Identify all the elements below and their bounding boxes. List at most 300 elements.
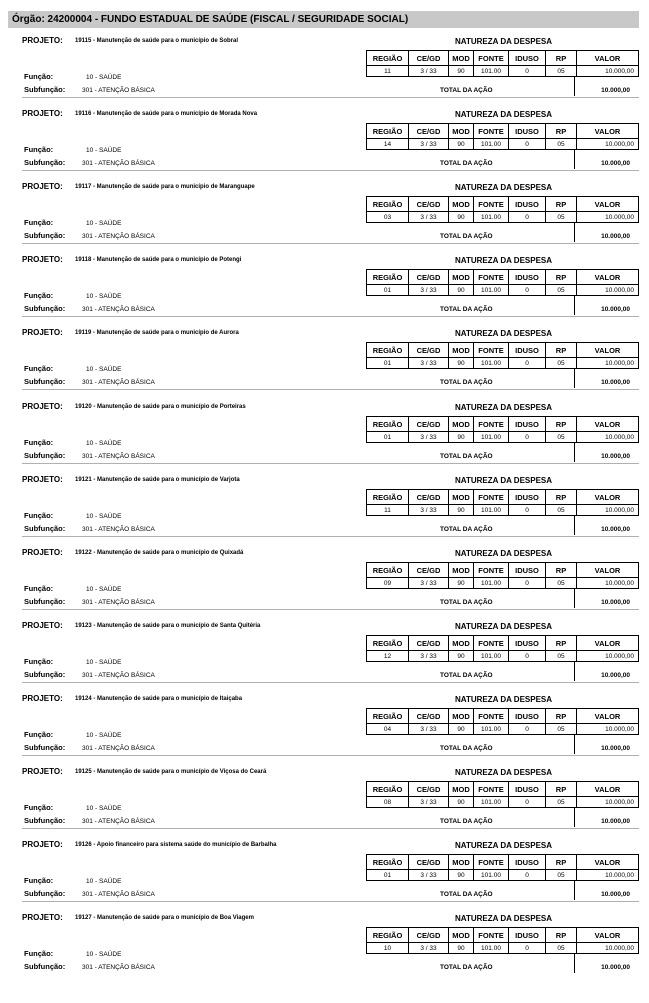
col-header-cegd: CE/GD bbox=[409, 197, 449, 212]
col-header-mod: MOD bbox=[449, 197, 474, 212]
cell-cegd: 3 / 33 bbox=[409, 651, 449, 662]
projeto-description: 19126 - Apoio financeiro para sistema saúde do município de Barbalha bbox=[75, 842, 277, 848]
col-header-rp: RP bbox=[546, 563, 577, 578]
project-block bbox=[0, 548, 649, 621]
cell-iduso: 0 bbox=[509, 139, 546, 150]
natureza-table bbox=[366, 269, 639, 296]
col-header-mod: MOD bbox=[449, 343, 474, 358]
block-separator bbox=[22, 609, 639, 610]
col-header-cegd: CE/GD bbox=[409, 636, 449, 651]
funcao-value: 10 - SAÚDE bbox=[86, 293, 122, 300]
col-header-mod: MOD bbox=[449, 782, 474, 797]
project-block bbox=[0, 36, 649, 109]
subfuncao-label: Subfunção: bbox=[24, 158, 66, 167]
total-acao-label: TOTAL DA AÇÃO bbox=[440, 599, 493, 606]
cell-iduso: 0 bbox=[509, 212, 546, 223]
cell-cegd: 3 / 33 bbox=[409, 212, 449, 223]
orgao-header: Órgão: 24200004 - FUNDO ESTADUAL DE SAÚDE (FISCAL / SEGURIDADE SOCIAL) bbox=[8, 11, 639, 28]
projeto-label: PROJETO: bbox=[22, 621, 63, 630]
block-separator bbox=[22, 682, 639, 683]
funcao-value: 10 - SAÚDE bbox=[86, 586, 122, 593]
col-header-iduso: IDUSO bbox=[509, 636, 546, 651]
total-acao-label: TOTAL DA AÇÃO bbox=[440, 526, 493, 533]
total-acao-value: 10.000,00 bbox=[601, 599, 630, 606]
total-acao-label: TOTAL DA AÇÃO bbox=[440, 379, 493, 386]
natureza-value-row bbox=[367, 651, 639, 662]
cell-rp: 05 bbox=[546, 651, 577, 662]
total-acao-value: 10.000,00 bbox=[601, 87, 630, 94]
natureza-table bbox=[366, 781, 639, 808]
project-block bbox=[0, 182, 649, 255]
cell-cegd: 3 / 33 bbox=[409, 66, 449, 77]
natureza-value-row bbox=[367, 724, 639, 735]
col-header-valor: VALOR bbox=[577, 636, 639, 651]
cell-valor: 10.000,00 bbox=[577, 432, 639, 443]
projeto-description: 19116 - Manutenção de saúde para o município de Morada Nova bbox=[75, 111, 258, 117]
natureza-title: NATUREZA DA DESPESA bbox=[455, 476, 553, 485]
block-separator bbox=[22, 316, 639, 317]
natureza-header-row bbox=[367, 855, 639, 870]
total-acao-value: 10.000,00 bbox=[601, 745, 630, 752]
natureza-table bbox=[366, 196, 639, 223]
natureza-value-row bbox=[367, 505, 639, 516]
funcao-label: Função: bbox=[24, 803, 54, 812]
funcao-label: Função: bbox=[24, 511, 54, 520]
cell-fonte: 101.00 bbox=[474, 66, 509, 77]
col-header-iduso: IDUSO bbox=[509, 343, 546, 358]
funcao-value: 10 - SAÚDE bbox=[86, 732, 122, 739]
cell-fonte: 101.00 bbox=[474, 724, 509, 735]
col-header-rp: RP bbox=[546, 782, 577, 797]
col-header-rp: RP bbox=[546, 343, 577, 358]
total-acao-label: TOTAL DA AÇÃO bbox=[440, 672, 493, 679]
project-block bbox=[0, 694, 649, 767]
subfuncao-label: Subfunção: bbox=[24, 816, 66, 825]
total-acao-value: 10.000,00 bbox=[601, 526, 630, 533]
natureza-value-row bbox=[367, 212, 639, 223]
total-divider bbox=[574, 954, 575, 973]
col-header-valor: VALOR bbox=[577, 563, 639, 578]
col-header-fonte: FONTE bbox=[474, 343, 509, 358]
col-header-valor: VALOR bbox=[577, 270, 639, 285]
subfuncao-label: Subfunção: bbox=[24, 524, 66, 533]
natureza-title: NATUREZA DA DESPESA bbox=[455, 403, 553, 412]
cell-fonte: 101.00 bbox=[474, 358, 509, 369]
cell-iduso: 0 bbox=[509, 578, 546, 589]
projeto-description: 19122 - Manutenção de saúde para o município de Quixadá bbox=[75, 550, 244, 556]
natureza-title: NATUREZA DA DESPESA bbox=[455, 914, 553, 923]
col-header-valor: VALOR bbox=[577, 417, 639, 432]
col-header-fonte: FONTE bbox=[474, 928, 509, 943]
cell-fonte: 101.00 bbox=[474, 432, 509, 443]
subfuncao-value: 301 - ATENÇÃO BÁSICA bbox=[82, 306, 155, 313]
total-divider bbox=[574, 296, 575, 315]
natureza-table bbox=[366, 416, 639, 443]
col-header-rp: RP bbox=[546, 490, 577, 505]
projeto-label: PROJETO: bbox=[22, 767, 63, 776]
col-header-valor: VALOR bbox=[577, 124, 639, 139]
cell-regiao: 03 bbox=[367, 212, 409, 223]
total-divider bbox=[574, 516, 575, 535]
cell-fonte: 101.00 bbox=[474, 139, 509, 150]
cell-regiao: 08 bbox=[367, 797, 409, 808]
natureza-title: NATUREZA DA DESPESA bbox=[455, 110, 553, 119]
natureza-header-row bbox=[367, 709, 639, 724]
subfuncao-value: 301 - ATENÇÃO BÁSICA bbox=[82, 672, 155, 679]
cell-cegd: 3 / 33 bbox=[409, 724, 449, 735]
cell-fonte: 101.00 bbox=[474, 505, 509, 516]
col-header-regiao: REGIÃO bbox=[367, 928, 409, 943]
total-acao-label: TOTAL DA AÇÃO bbox=[440, 306, 493, 313]
block-separator bbox=[22, 828, 639, 829]
cell-iduso: 0 bbox=[509, 66, 546, 77]
total-divider bbox=[574, 808, 575, 827]
cell-cegd: 3 / 33 bbox=[409, 358, 449, 369]
cell-regiao: 10 bbox=[367, 943, 409, 954]
col-header-valor: VALOR bbox=[577, 51, 639, 66]
subfuncao-value: 301 - ATENÇÃO BÁSICA bbox=[82, 160, 155, 167]
natureza-value-row bbox=[367, 139, 639, 150]
col-header-fonte: FONTE bbox=[474, 197, 509, 212]
funcao-label: Função: bbox=[24, 291, 54, 300]
col-header-valor: VALOR bbox=[577, 782, 639, 797]
col-header-iduso: IDUSO bbox=[509, 417, 546, 432]
natureza-title: NATUREZA DA DESPESA bbox=[455, 549, 553, 558]
col-header-mod: MOD bbox=[449, 636, 474, 651]
block-separator bbox=[22, 97, 639, 98]
cell-mod: 90 bbox=[449, 432, 474, 443]
col-header-rp: RP bbox=[546, 928, 577, 943]
col-header-rp: RP bbox=[546, 197, 577, 212]
block-separator bbox=[22, 755, 639, 756]
projeto-description: 19121 - Manutenção de saúde para o município de Varjota bbox=[75, 477, 240, 483]
cell-rp: 05 bbox=[546, 870, 577, 881]
natureza-header-row bbox=[367, 782, 639, 797]
cell-valor: 10.000,00 bbox=[577, 505, 639, 516]
subfuncao-value: 301 - ATENÇÃO BÁSICA bbox=[82, 964, 155, 971]
natureza-value-row bbox=[367, 797, 639, 808]
cell-mod: 90 bbox=[449, 578, 474, 589]
cell-rp: 05 bbox=[546, 285, 577, 296]
cell-regiao: 09 bbox=[367, 578, 409, 589]
col-header-fonte: FONTE bbox=[474, 709, 509, 724]
natureza-header-row bbox=[367, 51, 639, 66]
col-header-regiao: REGIÃO bbox=[367, 709, 409, 724]
col-header-mod: MOD bbox=[449, 270, 474, 285]
total-acao-label: TOTAL DA AÇÃO bbox=[440, 964, 493, 971]
natureza-header-row bbox=[367, 343, 639, 358]
projeto-label: PROJETO: bbox=[22, 36, 63, 45]
natureza-header-row bbox=[367, 563, 639, 578]
block-separator bbox=[22, 536, 639, 537]
cell-rp: 05 bbox=[546, 578, 577, 589]
total-acao-label: TOTAL DA AÇÃO bbox=[440, 233, 493, 240]
col-header-regiao: REGIÃO bbox=[367, 417, 409, 432]
total-acao-value: 10.000,00 bbox=[601, 233, 630, 240]
funcao-value: 10 - SAÚDE bbox=[86, 951, 122, 958]
projeto-label: PROJETO: bbox=[22, 402, 63, 411]
cell-mod: 90 bbox=[449, 651, 474, 662]
col-header-regiao: REGIÃO bbox=[367, 855, 409, 870]
subfuncao-label: Subfunção: bbox=[24, 889, 66, 898]
col-header-mod: MOD bbox=[449, 417, 474, 432]
cell-mod: 90 bbox=[449, 358, 474, 369]
cell-mod: 90 bbox=[449, 797, 474, 808]
natureza-header-row bbox=[367, 270, 639, 285]
subfuncao-label: Subfunção: bbox=[24, 304, 66, 313]
funcao-label: Função: bbox=[24, 72, 54, 81]
funcao-label: Função: bbox=[24, 364, 54, 373]
col-header-valor: VALOR bbox=[577, 928, 639, 943]
subfuncao-label: Subfunção: bbox=[24, 743, 66, 752]
cell-regiao: 12 bbox=[367, 651, 409, 662]
total-divider bbox=[574, 77, 575, 96]
subfuncao-label: Subfunção: bbox=[24, 377, 66, 386]
natureza-header-row bbox=[367, 636, 639, 651]
funcao-label: Função: bbox=[24, 145, 54, 154]
cell-cegd: 3 / 33 bbox=[409, 139, 449, 150]
total-divider bbox=[574, 369, 575, 388]
col-header-cegd: CE/GD bbox=[409, 490, 449, 505]
col-header-cegd: CE/GD bbox=[409, 270, 449, 285]
col-header-cegd: CE/GD bbox=[409, 343, 449, 358]
col-header-valor: VALOR bbox=[577, 343, 639, 358]
projeto-label: PROJETO: bbox=[22, 182, 63, 191]
cell-cegd: 3 / 33 bbox=[409, 432, 449, 443]
project-block bbox=[0, 255, 649, 328]
cell-iduso: 0 bbox=[509, 432, 546, 443]
col-header-iduso: IDUSO bbox=[509, 490, 546, 505]
col-header-mod: MOD bbox=[449, 51, 474, 66]
cell-cegd: 3 / 33 bbox=[409, 870, 449, 881]
cell-regiao: 01 bbox=[367, 432, 409, 443]
col-header-iduso: IDUSO bbox=[509, 855, 546, 870]
col-header-fonte: FONTE bbox=[474, 270, 509, 285]
funcao-label: Função: bbox=[24, 584, 54, 593]
projeto-description: 19123 - Manutenção de saúde para o município de Santa Quitéria bbox=[75, 623, 261, 629]
col-header-mod: MOD bbox=[449, 855, 474, 870]
col-header-regiao: REGIÃO bbox=[367, 343, 409, 358]
funcao-value: 10 - SAÚDE bbox=[86, 513, 122, 520]
funcao-label: Função: bbox=[24, 657, 54, 666]
col-header-iduso: IDUSO bbox=[509, 709, 546, 724]
col-header-valor: VALOR bbox=[577, 490, 639, 505]
funcao-value: 10 - SAÚDE bbox=[86, 440, 122, 447]
projeto-description: 19120 - Manutenção de saúde para o município de Porteiras bbox=[75, 404, 246, 410]
funcao-label: Função: bbox=[24, 949, 54, 958]
cell-mod: 90 bbox=[449, 505, 474, 516]
cell-iduso: 0 bbox=[509, 870, 546, 881]
natureza-value-row bbox=[367, 432, 639, 443]
col-header-iduso: IDUSO bbox=[509, 197, 546, 212]
cell-iduso: 0 bbox=[509, 651, 546, 662]
col-header-iduso: IDUSO bbox=[509, 124, 546, 139]
funcao-value: 10 - SAÚDE bbox=[86, 366, 122, 373]
project-block bbox=[0, 475, 649, 548]
cell-iduso: 0 bbox=[509, 943, 546, 954]
subfuncao-label: Subfunção: bbox=[24, 451, 66, 460]
funcao-label: Função: bbox=[24, 876, 54, 885]
natureza-title: NATUREZA DA DESPESA bbox=[455, 329, 553, 338]
natureza-value-row bbox=[367, 870, 639, 881]
cell-regiao: 04 bbox=[367, 724, 409, 735]
cell-valor: 10.000,00 bbox=[577, 578, 639, 589]
cell-iduso: 0 bbox=[509, 797, 546, 808]
funcao-value: 10 - SAÚDE bbox=[86, 74, 122, 81]
cell-rp: 05 bbox=[546, 943, 577, 954]
subfuncao-label: Subfunção: bbox=[24, 962, 66, 971]
projeto-description: 19115 - Manutenção de saúde para o município de Sobral bbox=[75, 38, 239, 44]
cell-valor: 10.000,00 bbox=[577, 943, 639, 954]
cell-fonte: 101.00 bbox=[474, 651, 509, 662]
projeto-label: PROJETO: bbox=[22, 548, 63, 557]
total-acao-label: TOTAL DA AÇÃO bbox=[440, 87, 493, 94]
cell-iduso: 0 bbox=[509, 505, 546, 516]
col-header-iduso: IDUSO bbox=[509, 51, 546, 66]
projeto-description: 19118 - Manutenção de saúde para o município de Potengi bbox=[75, 257, 242, 263]
col-header-cegd: CE/GD bbox=[409, 928, 449, 943]
col-header-fonte: FONTE bbox=[474, 124, 509, 139]
col-header-valor: VALOR bbox=[577, 197, 639, 212]
projeto-description: 19125 - Manutenção de saúde para o município de Viçosa do Ceará bbox=[75, 769, 267, 775]
cell-mod: 90 bbox=[449, 139, 474, 150]
funcao-value: 10 - SAÚDE bbox=[86, 147, 122, 154]
cell-valor: 10.000,00 bbox=[577, 651, 639, 662]
natureza-title: NATUREZA DA DESPESA bbox=[455, 841, 553, 850]
col-header-fonte: FONTE bbox=[474, 636, 509, 651]
projeto-label: PROJETO: bbox=[22, 840, 63, 849]
cell-valor: 10.000,00 bbox=[577, 139, 639, 150]
cell-rp: 05 bbox=[546, 358, 577, 369]
col-header-iduso: IDUSO bbox=[509, 563, 546, 578]
total-acao-label: TOTAL DA AÇÃO bbox=[440, 818, 493, 825]
col-header-mod: MOD bbox=[449, 563, 474, 578]
natureza-value-row bbox=[367, 358, 639, 369]
subfuncao-value: 301 - ATENÇÃO BÁSICA bbox=[82, 379, 155, 386]
block-separator bbox=[22, 463, 639, 464]
natureza-title: NATUREZA DA DESPESA bbox=[455, 695, 553, 704]
col-header-mod: MOD bbox=[449, 124, 474, 139]
natureza-table bbox=[366, 854, 639, 881]
subfuncao-value: 301 - ATENÇÃO BÁSICA bbox=[82, 745, 155, 752]
natureza-title: NATUREZA DA DESPESA bbox=[455, 37, 553, 46]
project-block bbox=[0, 913, 649, 986]
natureza-table bbox=[366, 123, 639, 150]
total-divider bbox=[574, 589, 575, 608]
projeto-label: PROJETO: bbox=[22, 913, 63, 922]
cell-valor: 10.000,00 bbox=[577, 724, 639, 735]
total-divider bbox=[574, 881, 575, 900]
col-header-rp: RP bbox=[546, 51, 577, 66]
cell-regiao: 01 bbox=[367, 870, 409, 881]
projeto-label: PROJETO: bbox=[22, 255, 63, 264]
projeto-description: 19119 - Manutenção de saúde para o município de Aurora bbox=[75, 330, 239, 336]
natureza-header-row bbox=[367, 197, 639, 212]
natureza-header-row bbox=[367, 417, 639, 432]
cell-fonte: 101.00 bbox=[474, 943, 509, 954]
col-header-fonte: FONTE bbox=[474, 855, 509, 870]
total-acao-value: 10.000,00 bbox=[601, 379, 630, 386]
project-block bbox=[0, 767, 649, 840]
col-header-regiao: REGIÃO bbox=[367, 51, 409, 66]
cell-valor: 10.000,00 bbox=[577, 870, 639, 881]
subfuncao-value: 301 - ATENÇÃO BÁSICA bbox=[82, 599, 155, 606]
project-block bbox=[0, 328, 649, 401]
cell-mod: 90 bbox=[449, 943, 474, 954]
cell-fonte: 101.00 bbox=[474, 212, 509, 223]
total-divider bbox=[574, 223, 575, 242]
subfuncao-value: 301 - ATENÇÃO BÁSICA bbox=[82, 453, 155, 460]
natureza-header-row bbox=[367, 928, 639, 943]
project-block bbox=[0, 840, 649, 913]
projeto-description: 19117 - Manutenção de saúde para o município de Maranguape bbox=[75, 184, 255, 190]
cell-mod: 90 bbox=[449, 285, 474, 296]
funcao-label: Função: bbox=[24, 730, 54, 739]
cell-cegd: 3 / 33 bbox=[409, 943, 449, 954]
natureza-value-row bbox=[367, 578, 639, 589]
natureza-table bbox=[366, 927, 639, 954]
cell-rp: 05 bbox=[546, 505, 577, 516]
total-divider bbox=[574, 662, 575, 681]
natureza-title: NATUREZA DA DESPESA bbox=[455, 256, 553, 265]
projeto-label: PROJETO: bbox=[22, 109, 63, 118]
subfuncao-label: Subfunção: bbox=[24, 85, 66, 94]
cell-valor: 10.000,00 bbox=[577, 797, 639, 808]
col-header-iduso: IDUSO bbox=[509, 928, 546, 943]
cell-valor: 10.000,00 bbox=[577, 66, 639, 77]
cell-iduso: 0 bbox=[509, 724, 546, 735]
col-header-iduso: IDUSO bbox=[509, 782, 546, 797]
total-acao-label: TOTAL DA AÇÃO bbox=[440, 160, 493, 167]
col-header-rp: RP bbox=[546, 124, 577, 139]
natureza-header-row bbox=[367, 490, 639, 505]
cell-iduso: 0 bbox=[509, 358, 546, 369]
cell-cegd: 3 / 33 bbox=[409, 797, 449, 808]
col-header-fonte: FONTE bbox=[474, 563, 509, 578]
subfuncao-label: Subfunção: bbox=[24, 597, 66, 606]
total-acao-value: 10.000,00 bbox=[601, 160, 630, 167]
cell-rp: 05 bbox=[546, 212, 577, 223]
cell-fonte: 101.00 bbox=[474, 870, 509, 881]
cell-regiao: 14 bbox=[367, 139, 409, 150]
funcao-value: 10 - SAÚDE bbox=[86, 659, 122, 666]
col-header-fonte: FONTE bbox=[474, 417, 509, 432]
cell-valor: 10.000,00 bbox=[577, 358, 639, 369]
subfuncao-value: 301 - ATENÇÃO BÁSICA bbox=[82, 87, 155, 94]
total-acao-value: 10.000,00 bbox=[601, 891, 630, 898]
col-header-regiao: REGIÃO bbox=[367, 197, 409, 212]
funcao-value: 10 - SAÚDE bbox=[86, 220, 122, 227]
projeto-label: PROJETO: bbox=[22, 328, 63, 337]
total-divider bbox=[574, 735, 575, 754]
subfuncao-label: Subfunção: bbox=[24, 231, 66, 240]
col-header-fonte: FONTE bbox=[474, 51, 509, 66]
natureza-table bbox=[366, 342, 639, 369]
col-header-fonte: FONTE bbox=[474, 490, 509, 505]
col-header-regiao: REGIÃO bbox=[367, 490, 409, 505]
cell-regiao: 11 bbox=[367, 505, 409, 516]
col-header-rp: RP bbox=[546, 709, 577, 724]
natureza-value-row bbox=[367, 943, 639, 954]
col-header-rp: RP bbox=[546, 855, 577, 870]
cell-iduso: 0 bbox=[509, 285, 546, 296]
subfuncao-value: 301 - ATENÇÃO BÁSICA bbox=[82, 891, 155, 898]
natureza-title: NATUREZA DA DESPESA bbox=[455, 622, 553, 631]
col-header-mod: MOD bbox=[449, 709, 474, 724]
total-acao-value: 10.000,00 bbox=[601, 818, 630, 825]
total-acao-label: TOTAL DA AÇÃO bbox=[440, 453, 493, 460]
cell-mod: 90 bbox=[449, 212, 474, 223]
